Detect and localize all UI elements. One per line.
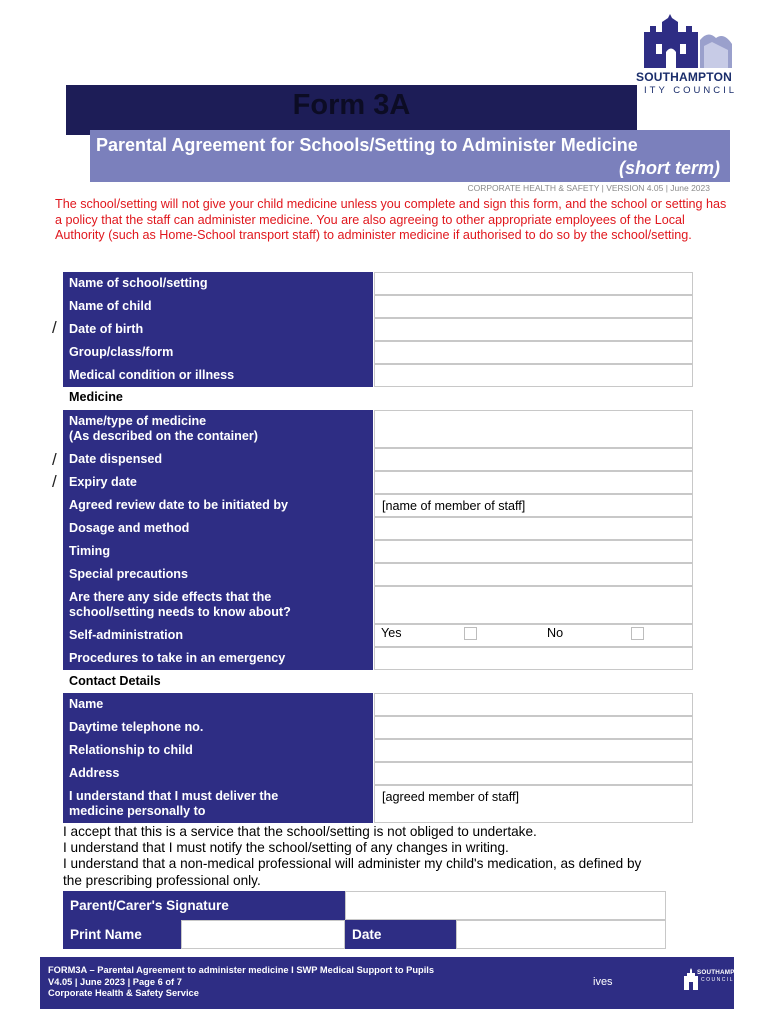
footer-logo-text: SOUTHAMPTON <box>697 969 749 976</box>
address-field[interactable] <box>374 762 693 785</box>
label-dob-text: Date of birth <box>69 322 144 336</box>
council-logo <box>636 12 740 98</box>
label-group <box>63 341 373 364</box>
logo-text-city-council: ITY COUNCIL <box>644 85 738 96</box>
label-phone <box>63 716 373 739</box>
label-deliver-text <box>69 789 278 819</box>
yes-label: Yes <box>381 626 402 640</box>
no-label: No <box>547 626 564 640</box>
label-dosage-text: Dosage and method <box>69 521 190 535</box>
label-review-date <box>63 494 373 517</box>
footer-line: V4.05 | June 2023 | Page 6 of 7 <box>48 976 182 987</box>
declaration <box>63 824 743 889</box>
label-signature-text: Parent/Carer's Signature <box>70 898 229 913</box>
label-child-name-text: Name of child <box>69 299 152 313</box>
label-dob <box>63 318 373 341</box>
label-self-admin <box>63 624 373 647</box>
expiry-field[interactable] <box>374 471 693 494</box>
label-condition <box>63 364 373 387</box>
footer-line: FORM3A – Parental Agreement to administer medicine I SWP Medical Support to Pupils <box>48 965 435 975</box>
relationship-field[interactable] <box>374 739 693 762</box>
footer-castle-icon <box>684 968 698 990</box>
label-school <box>63 272 373 295</box>
label-expiry-text: Expiry date <box>69 475 137 489</box>
castle-icon <box>642 12 734 68</box>
label-medicine-name-text <box>69 414 258 444</box>
date-dispensed-field[interactable] <box>374 448 693 471</box>
emergency-field[interactable] <box>374 647 693 670</box>
label-condition-text: Medical condition or illness <box>69 368 235 382</box>
label-relationship <box>63 739 373 762</box>
label-print-name-text: Print Name <box>70 927 142 942</box>
declaration-line: the prescribing professional only. <box>63 872 261 888</box>
group-field[interactable] <box>374 341 693 364</box>
label-contact-name-text: Name <box>69 697 104 711</box>
form-title: Form 3A <box>292 89 411 121</box>
dob-field[interactable] <box>374 318 693 341</box>
deliver-placeholder: [agreed member of staff] <box>382 790 519 804</box>
label-medicine-name-line2: (As described on the container) <box>69 429 258 443</box>
timing-field[interactable] <box>374 540 693 563</box>
label-school-text: Name of school/setting <box>69 276 208 290</box>
form-subtitle-term: (short term) <box>618 158 720 178</box>
footer-logo <box>684 966 749 998</box>
footer-text <box>48 965 434 1000</box>
form-subtitle: Parental Agreement for Schools/Setting to Administer Medicine <box>96 135 638 155</box>
review-date-placeholder: [name of member of staff] <box>382 499 526 513</box>
label-medicine-name-line1: Name/type of medicine <box>69 414 207 428</box>
medicine-name-field[interactable] <box>374 410 693 448</box>
yes-checkbox[interactable] <box>464 627 477 640</box>
label-precautions-text: Special precautions <box>69 567 188 581</box>
child-name-field[interactable] <box>374 295 693 318</box>
school-field[interactable] <box>374 272 693 295</box>
label-child-name <box>63 295 373 318</box>
label-phone-text: Daytime telephone no. <box>69 720 204 734</box>
declaration-line: I understand that a non-medical professional will administer my child's medication, as defined by <box>63 856 642 872</box>
label-date <box>345 920 456 949</box>
label-timing <box>63 540 373 563</box>
footer-line: Corporate Health & Safety Service <box>48 988 199 998</box>
label-signature <box>63 891 345 920</box>
self-admin-field <box>374 624 693 647</box>
contact-heading: Contact Details <box>69 674 161 688</box>
phone-field[interactable] <box>374 716 693 739</box>
label-precautions <box>63 563 373 586</box>
label-side-effects-line1: Are there any side effects that the <box>69 590 272 604</box>
label-deliver <box>63 785 373 823</box>
label-side-effects-line2: school/setting needs to know about? <box>69 605 291 619</box>
label-date-dispensed-text: Date dispensed <box>69 452 163 466</box>
declaration-line: I accept that this is a service that the school/setting is not obliged to undertake. <box>63 824 537 839</box>
label-group-text: Group/class/form <box>69 345 174 359</box>
print-name-field[interactable] <box>181 920 345 949</box>
label-relationship-text: Relationship to child <box>69 743 193 757</box>
label-expiry <box>63 471 373 494</box>
label-emergency <box>63 647 373 670</box>
side-effects-field[interactable] <box>374 586 693 624</box>
label-date-dispensed <box>63 448 373 471</box>
medicine-heading: Medicine <box>69 390 123 404</box>
footer-logo-text-council: COUNCIL <box>701 977 735 983</box>
contact-name-field[interactable] <box>374 693 693 716</box>
declaration-line: I understand that I must notify the school/setting of any changes in writing. <box>63 840 509 856</box>
label-address <box>63 762 373 785</box>
margin-mark: / <box>52 318 57 337</box>
label-side-effects-text <box>69 590 291 620</box>
signature-field[interactable] <box>345 891 666 920</box>
no-checkbox[interactable] <box>631 627 644 640</box>
label-dosage <box>63 517 373 540</box>
label-side-effects <box>63 586 373 624</box>
review-date-field[interactable] <box>374 494 693 517</box>
label-self-admin-text: Self-administration <box>69 628 184 642</box>
margin-mark: / <box>52 472 57 491</box>
label-deliver-line1: I understand that I must deliver the <box>69 789 279 803</box>
label-timing-text: Timing <box>69 544 111 558</box>
label-contact-name <box>63 693 373 716</box>
dosage-field[interactable] <box>374 517 693 540</box>
label-address-text: Address <box>69 766 120 780</box>
label-date-text: Date <box>352 927 382 942</box>
label-deliver-line2: medicine personally to <box>69 804 206 818</box>
date-field[interactable] <box>456 920 666 949</box>
version-line: CORPORATE HEALTH & SAFETY | VERSION 4.05 | June 2023 <box>467 183 710 193</box>
precautions-field[interactable] <box>374 563 693 586</box>
label-emergency-text: Procedures to take in an emergency <box>69 651 286 665</box>
margin-mark: / <box>52 450 57 469</box>
label-review-date-text: Agreed review date to be initiated by <box>69 498 289 512</box>
logo-text-southampton: SOUTHAMPTON <box>636 70 732 84</box>
label-medicine-name <box>63 410 373 448</box>
intro-paragraph: The school/setting will not give your child medicine unless you complete and sign this form, and the school or setting has a policy that the staff can administer medicine. You are also agreeing to other appropriate employees of the Local Authority (such as Home-School transport staff) to administer medicine if authorised to do so by the school/setting. <box>55 197 727 242</box>
footer-mid-text: ives <box>593 976 613 988</box>
condition-field[interactable] <box>374 364 693 387</box>
deliver-field[interactable] <box>374 785 693 823</box>
label-print-name <box>63 920 181 949</box>
